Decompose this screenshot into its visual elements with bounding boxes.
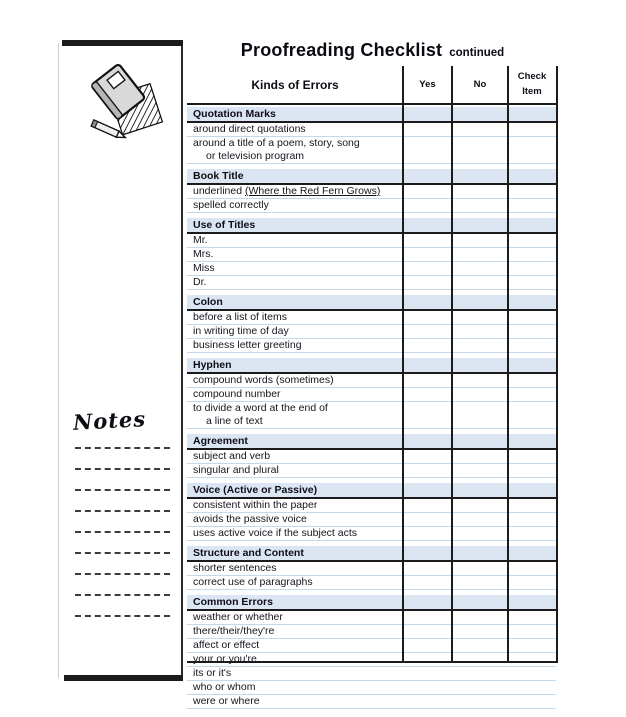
column-header-yes: Yes [419, 79, 436, 90]
notes-lines [75, 447, 170, 636]
checklist-item-row: spelled correctly [187, 199, 556, 213]
checklist-item-row: your or you're [187, 653, 556, 667]
checklist-item-row: consistent within the paper [187, 499, 556, 513]
section-header: Hyphen [187, 358, 556, 374]
sidebar-bottom-bar [64, 675, 183, 681]
checklist-item-row: in writing time of day [187, 325, 556, 339]
checklist-item-row: affect or effect [187, 639, 556, 653]
column-divider-check-item [507, 66, 509, 661]
checklist-item-row: singular and plural [187, 464, 556, 478]
table-body [187, 105, 556, 709]
notes-line [75, 573, 170, 575]
notes-line [75, 489, 170, 491]
section-header: Agreement [187, 434, 556, 450]
checklist-item-row: before a list of items [187, 311, 556, 325]
notes-line [75, 468, 170, 470]
notes-line [75, 552, 170, 554]
checklist-item-row: there/their/they're [187, 625, 556, 639]
notes-label: Notes [72, 406, 147, 435]
notebook-pencil-illustration [82, 56, 174, 148]
checklist-item-row: around direct quotations [187, 123, 556, 137]
section-header: Colon [187, 295, 556, 311]
checklist-item-row: weather or whether [187, 611, 556, 625]
checklist-item-row: around a title of a poem, story, song or television program [187, 137, 556, 164]
section-header: Book Title [187, 169, 556, 185]
section-header: Use of Titles [187, 218, 556, 234]
column-header-check-item: Check Item [517, 71, 547, 97]
column-header-no: No [473, 79, 487, 90]
underlined-book-title: (Where the Red Fern Grows) [244, 185, 381, 197]
notes-line [75, 594, 170, 596]
checklist-item-row: subject and verb [187, 450, 556, 464]
section-header: Structure and Content [187, 546, 556, 562]
checklist-item-row: Dr. [187, 276, 556, 290]
sidebar-top-bar [62, 40, 183, 46]
table-header-row [187, 66, 556, 105]
section-header: Quotation Marks [187, 107, 556, 123]
page-title: Proofreading Checklist [240, 40, 443, 60]
checklist-item-row: correct use of paragraphs [187, 576, 556, 590]
checklist-item-row: to divide a word at the end of a line of text [187, 402, 556, 429]
checklist-item-row: compound number [187, 388, 556, 402]
title-row [187, 40, 558, 61]
checklist-item-row: its or it's [187, 667, 556, 681]
checklist-item-row: Mr. [187, 234, 556, 248]
checklist-item-row: Miss [187, 262, 556, 276]
notes-line [75, 615, 170, 617]
checklist-item-row: uses active voice if the subject acts [187, 527, 556, 541]
checklist-item-row: business letter greeting [187, 339, 556, 353]
page-title-continued: continued [449, 47, 505, 59]
checklist-item-row: were or where [187, 695, 556, 709]
section-header: Voice (Active or Passive) [187, 483, 556, 499]
column-divider-yes [402, 66, 404, 661]
checklist-item-row: Mrs. [187, 248, 556, 262]
checklist-item-row: shorter sentences [187, 562, 556, 576]
notes-line [75, 447, 170, 449]
column-divider-no [451, 66, 453, 661]
notes-line [75, 531, 170, 533]
notes-line [75, 510, 170, 512]
column-header-kinds-of-errors: Kinds of Errors [251, 77, 339, 92]
sidebar-binding [58, 40, 183, 678]
sidebar-left-edge [58, 43, 59, 678]
checklist-table [187, 66, 558, 707]
sidebar-right-edge [181, 43, 183, 678]
checklist-item-row: underlined (Where the Red Fern Grows) [187, 185, 556, 199]
checklist-item-row: avoids the passive voice [187, 513, 556, 527]
checklist-item-row: who or whom [187, 681, 556, 695]
section-header: Common Errors [187, 595, 556, 611]
checklist-item-row: compound words (sometimes) [187, 374, 556, 388]
